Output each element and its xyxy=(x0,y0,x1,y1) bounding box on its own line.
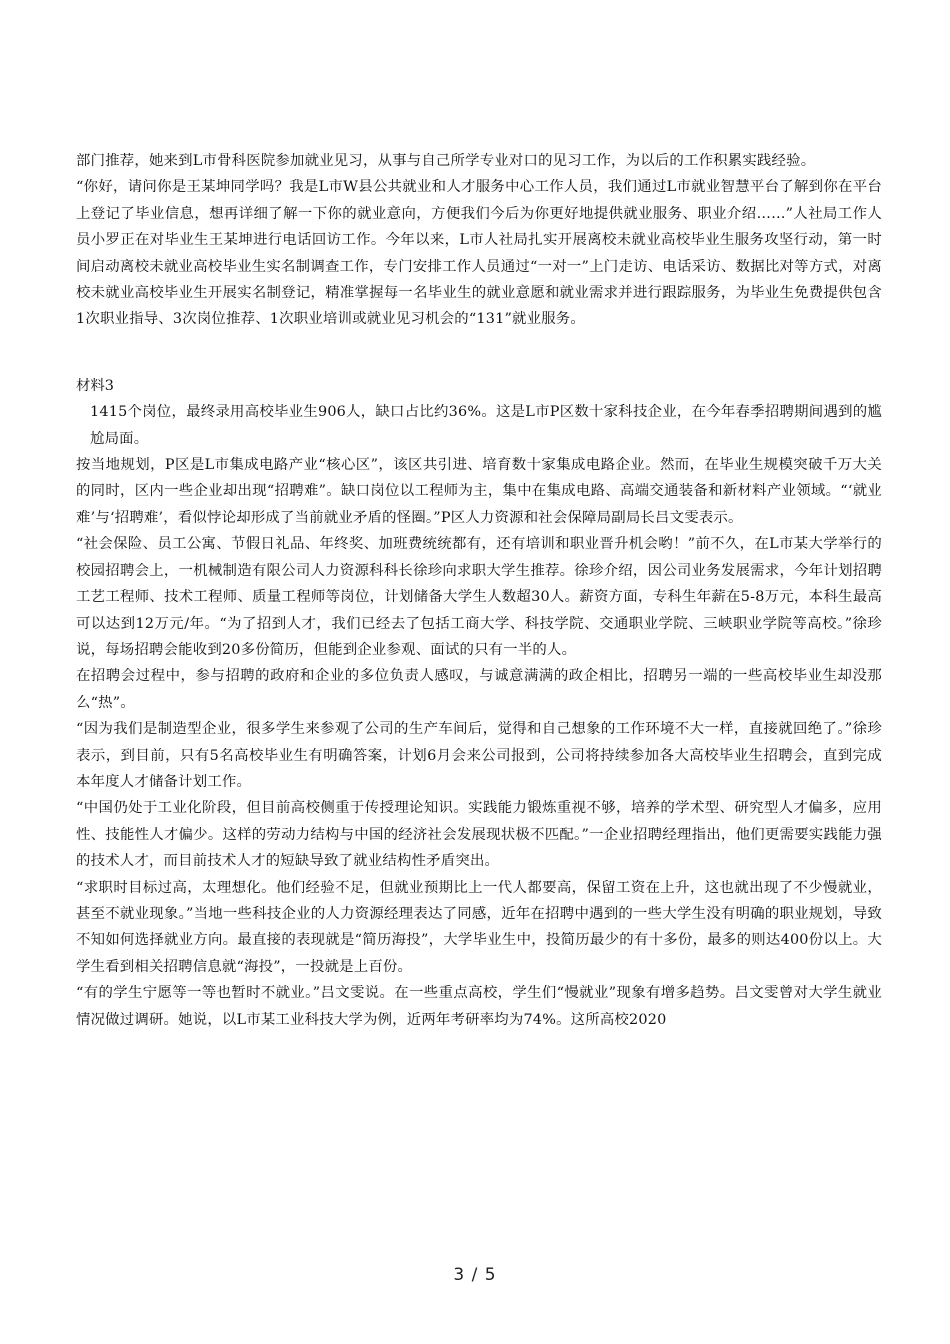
paragraph: 在招聘会过程中，参与招聘的政府和企业的多位负责人感叹，与诚意满满的政企相比，招聘另一端的一些高校毕业生却没那么“热”。 xyxy=(76,668,882,711)
paragraph: “社会保险、员工公寓、节假日礼品、年终奖、加班费统统都有，还有培训和职业晋升机会哟！”前不久，在L市某大学举行的校园招聘会上，一机械制造有限公司人力资源科科长徐珍向求职大学生推荐。徐珍介绍，因公司业务发展需求，今年计划招聘工艺工程师、技术工程师、质量工程师等岗位，计划储备大学生人数超30人。薪资方面，专科生年薪在5-8万元，本科生最高可以达到12万元/年。“为了招到人才，我们已经去了包括工商大学、科技学院、交通职业学院、三峡职业学院等高校。”徐珍说，每场招聘会能收到20多份简历，但能到企业参观、面试的只有一半的人。 xyxy=(76,536,882,658)
paragraph: “求职时目标过高，太理想化。他们经验不足，但就业预期比上一代人都要高，保留工资在上升，这也就出现了不少慢就业，甚至不就业现象。”当地一些科技企业的人力资源经理表达了同感，近年在招聘中遇到的一些大学生没有明确的职业规划，导致不知如何选择就业方向。最直接的表现就是“简历海投”，大学毕业生中，投简历最少的有十多份，最多的则达400份以上。大学生看到相关招聘信息就“海投”，一投就是上百份。 xyxy=(76,879,882,975)
paragraph: 1415个岗位，最终录用高校毕业生906人，缺口占比约36%。这是L市P区数十家科技企业，在今年春季招聘期间遇到的尴尬局面。 xyxy=(90,404,882,447)
paragraph: “因为我们是制造型企业，很多学生来参观了公司的生产车间后，觉得和自己想象的工作环境不大一样，直接就回绝了。”徐珍表示，到目前，只有5名高校毕业生有明确答案，计划6月会来公司报到，公司将持续参加各大高校毕业生招聘会，直到完成本年度人才储备计划工作。 xyxy=(76,721,882,790)
paragraph: 按当地规划，P区是L市集成电路产业“核心区”，该区共引进、培育数十家集成电路企业。然而，在毕业生规模突破千万大关的同时，区内一些企业却出现“招聘难”。缺口岗位以工程师为主，集中在集成电路、高端交通装备和新材料产业领域。“‘就业难’与‘招聘难’，看似悖论却形成了当前就业矛盾的怪圈。”P区人力资源和社会保障局副局长吕文雯表示。 xyxy=(76,457,882,526)
paragraph: 部门推荐，她来到L市骨科医院参加就业见习，从事与自己所学专业对口的见习工作，为以后的工作积累实践经验。 xyxy=(76,153,816,169)
paragraph: “有的学生宁愿等一等也暂时不就业。”吕文雯说。在一些重点高校，学生们“慢就业”现象有增多趋势。吕文雯曾对大学生就业情况做过调研。她说，以L市某工业科技大学为例，近两年考研率均为74%。这所高校2020 xyxy=(76,985,882,1028)
document-body xyxy=(76,148,882,1033)
section-title: 材料3 xyxy=(76,377,114,394)
page-indicator: 3 / 5 xyxy=(453,1265,497,1285)
paragraph: “你好，请问你是王某坤同学吗？我是L市W县公共就业和人才服务中心工作人员，我们通过L市就业智慧平台了解到你在平台上登记了毕业信息，想再详细了解一下你的就业意向，方便我们今后为你更好地提供就业服务、职业介绍……”人社局工作人员小罗正在对毕业生王某坤进行电话回访工作。今年以来，L市人社局扎实开展离校未就业高校毕业生服务攻坚行动，第一时间启动离校未就业高校毕业生实名制调查工作，专门安排工作人员通过“一对一”上门走访、电话采访、数据比对等方式，对离校未就业高校毕业生开展实名制登记，精准掌握每一名毕业生的就业意愿和就业需求并进行跟踪服务，为毕业生免费提供包含1次职业指导、3次岗位推荐、1次职业培训或就业见习机会的“131”就业服务。 xyxy=(76,179,882,328)
paragraph: “中国仍处于工业化阶段，但目前高校侧重于传授理论知识。实践能力锻炼重视不够，培养的学术型、研究型人才偏多，应用性、技能性人才偏少。这样的劳动力结构与中国的经济社会发展现状极不匹配。”一企业招聘经理指出，他们更需要实践能力强的技术人才，而目前技术人才的短缺导致了就业结构性矛盾突出。 xyxy=(76,800,882,870)
